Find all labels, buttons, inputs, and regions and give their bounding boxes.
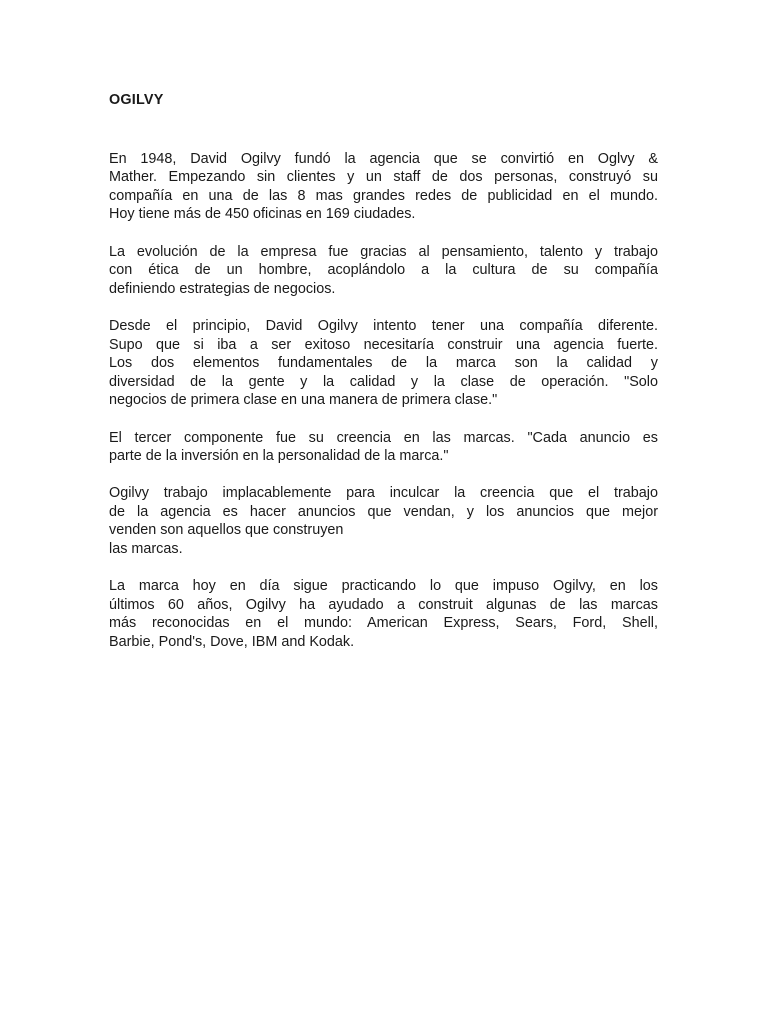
paragraph-line: últimos 60 años, Ogilvy ha ayudado a construit algunas de las marcas <box>109 596 658 613</box>
paragraph-2 <box>109 243 658 299</box>
paragraph-line: venden son aquellos que construyen <box>109 522 344 539</box>
paragraph-line: Mather. Empezando sin clientes y un staff de dos personas, construyó su <box>109 169 658 186</box>
paragraph-line: negocios de primera clase en una manera de primera clase." <box>109 392 498 409</box>
paragraph-4 <box>109 429 658 466</box>
paragraph-1 <box>109 150 658 224</box>
paragraph-line: La marca hoy en día sigue practicando lo que impuso Ogilvy, en los <box>109 578 658 595</box>
paragraph-line: parte de la inversión en la personalidad de la marca." <box>109 448 449 465</box>
paragraph-5 <box>109 484 658 558</box>
paragraph-6 <box>109 577 658 651</box>
paragraph-line: más reconocidas en el mundo: American Express, Sears, Ford, Shell, <box>109 615 658 632</box>
paragraph-line: compañía en una de las 8 mas grandes redes de publicidad en el mundo. <box>109 187 658 204</box>
paragraph-line: El tercer componente fue su creencia en las marcas. "Cada anuncio es <box>109 429 658 446</box>
paragraph-line: las marcas. <box>109 541 183 558</box>
paragraph-line: En 1948, David Ogilvy fundó la agencia que se convirtió en Oglvy & <box>109 150 658 167</box>
paragraph-line: La evolución de la empresa fue gracias al pensamiento, talento y trabajo <box>109 243 658 260</box>
paragraph-line: Ogilvy trabajo implacablemente para inculcar la creencia que el trabajo <box>109 485 658 502</box>
paragraph-line: diversidad de la gente y la calidad y la clase de operación. "Solo <box>109 373 658 390</box>
paragraph-line: Hoy tiene más de 450 oficinas en 169 ciudades. <box>109 206 416 223</box>
document-body <box>109 91 658 670</box>
paragraph-line: Barbie, Pond's, Dove, IBM and Kodak. <box>109 634 355 651</box>
paragraph-line: Supo que si iba a ser exitoso necesitaría construir una agencia fuerte. <box>109 336 658 353</box>
document-title: OGILVY <box>109 92 164 108</box>
paragraph-line: con ética de un hombre, acoplándolo a la cultura de su compañía <box>109 262 658 279</box>
paragraph-line: de la agencia es hacer anuncios que vendan, y los anuncios que mejor <box>109 503 658 520</box>
paragraph-line: Desde el principio, David Ogilvy intento tener una compañía diferente. <box>109 317 658 334</box>
paragraph-3 <box>109 317 658 410</box>
paragraph-line: Los dos elementos fundamentales de la marca son la calidad y <box>109 355 658 372</box>
paragraph-line: definiendo estrategias de negocios. <box>109 280 336 297</box>
